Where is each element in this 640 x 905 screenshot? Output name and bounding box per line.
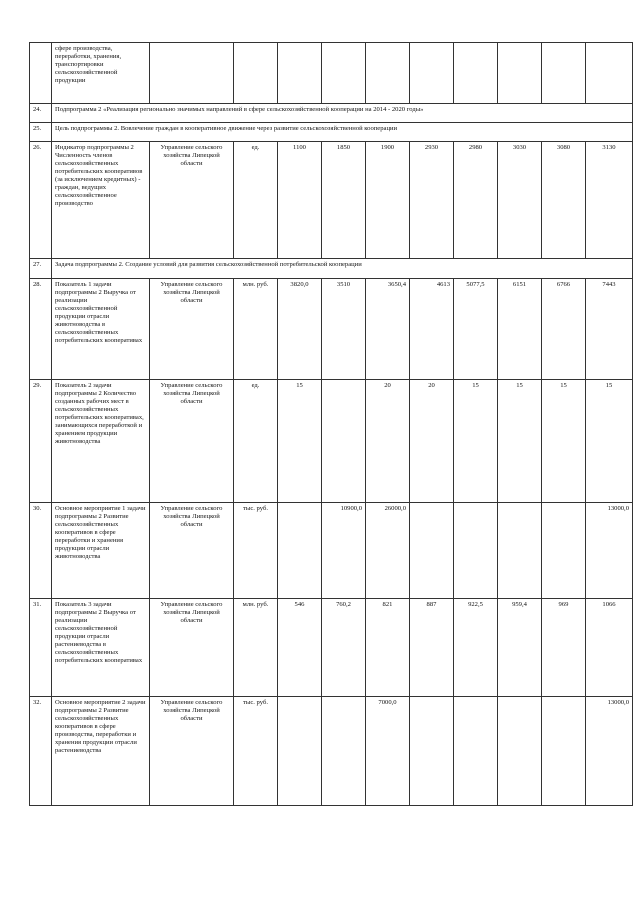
row-value: 26000,0 <box>366 503 410 599</box>
row-name: Показатель 1 задачи подпрограммы 2 Выручка от реализации сельскохозяйственной продукции отрасли животноводства в сельскохозяйственных потребительских кооперативах <box>52 279 150 380</box>
row-value <box>410 503 454 599</box>
row-value <box>498 697 542 806</box>
row-value <box>322 697 366 806</box>
row-value: 5077,5 <box>454 279 498 380</box>
row-value: 15 <box>542 380 586 503</box>
row-value <box>542 503 586 599</box>
subprogram-goal: Цель подпрограммы 2. Вовлечение граждан в кооперативное движение через развитие сельскохозяйственной кооперации <box>52 123 633 142</box>
row-org: Управление сельского хозяйства Липецкой области <box>150 279 234 380</box>
row-value: 887 <box>410 599 454 697</box>
row-value: 7443 <box>586 279 633 380</box>
row-value: 15 <box>278 380 322 503</box>
row-value <box>454 697 498 806</box>
row-name: Основное мероприятие 2 задачи подпрограммы 2 Развитие сельскохозяйственных кооперативов в сфере производства, переработки и хранения продукции отрасли растениеводства <box>52 697 150 806</box>
table-row <box>30 503 633 599</box>
row-org <box>150 43 234 104</box>
row-value <box>278 697 322 806</box>
row-number: 29. <box>30 380 52 503</box>
table-row <box>30 279 633 380</box>
row-value <box>498 503 542 599</box>
row-org: Управление сельского хозяйства Липецкой области <box>150 599 234 697</box>
row-value: 20 <box>410 380 454 503</box>
row-name: Основное мероприятие 1 задачи подпрограммы 2 Развитие сельскохозяйственных кооперативов в сфере переработки и хранения продукции отрасли животноводства <box>52 503 150 599</box>
row-value <box>410 697 454 806</box>
row-value: 15 <box>454 380 498 503</box>
row-number: 32. <box>30 697 52 806</box>
row-number: 24. <box>30 104 52 123</box>
row-number <box>30 43 52 104</box>
table-row <box>30 380 633 503</box>
row-org: Управление сельского хозяйства Липецкой области <box>150 697 234 806</box>
row-value <box>278 503 322 599</box>
table-row-section <box>30 104 633 123</box>
row-value: 1900 <box>366 142 410 259</box>
table-row <box>30 142 633 259</box>
row-name: сфере производства, переработки, хранения, транспортировки сельскохозяйственной продукции <box>52 43 150 104</box>
row-unit: тыс. руб. <box>234 503 278 599</box>
row-name: Показатель 2 задачи подпрограммы 2 Количество созданных рабочих мест в сельскохозяйственных потребительских кооперативах, занимающихся переработкой и хранением продукции животноводства <box>52 380 150 503</box>
row-value: 1100 <box>278 142 322 259</box>
table-row <box>30 43 633 104</box>
row-unit: ед. <box>234 142 278 259</box>
row-value: 3130 <box>586 142 633 259</box>
row-value: 546 <box>278 599 322 697</box>
row-value: 959,4 <box>498 599 542 697</box>
row-value: 3510 <box>322 279 366 380</box>
row-value: 4613 <box>410 279 454 380</box>
indicators-table <box>29 42 633 806</box>
subprogram-title: Подпрограмма 2 «Реализация регионально значимых направлений в сфере сельскохозяйственной кооперации на 2014 - 2020 годы» <box>52 104 633 123</box>
row-value: 969 <box>542 599 586 697</box>
row-value: 821 <box>366 599 410 697</box>
row-number: 30. <box>30 503 52 599</box>
row-value: 2930 <box>410 142 454 259</box>
row-value: 3030 <box>498 142 542 259</box>
row-value: 20 <box>366 380 410 503</box>
row-value: 7000,0 <box>366 697 410 806</box>
row-org: Управление сельского хозяйства Липецкой области <box>150 380 234 503</box>
table-row <box>30 599 633 697</box>
row-value: 922,5 <box>454 599 498 697</box>
row-value: 6151 <box>498 279 542 380</box>
row-value <box>454 503 498 599</box>
row-unit: млн. руб. <box>234 279 278 380</box>
row-name: Показатель 3 задачи подпрограммы 2 Выручка от реализации сельскохозяйственной продукции отрасли растениеводства в сельскохозяйственных потребительских кооперативах <box>52 599 150 697</box>
row-org: Управление сельского хозяйства Липецкой области <box>150 142 234 259</box>
row-number: 27. <box>30 259 52 279</box>
row-value: 3080 <box>542 142 586 259</box>
row-value: 1850 <box>322 142 366 259</box>
row-value: 10900,0 <box>322 503 366 599</box>
row-unit: млн. руб. <box>234 599 278 697</box>
row-number: 26. <box>30 142 52 259</box>
row-value: 15 <box>498 380 542 503</box>
row-value: 13000,0 <box>586 697 633 806</box>
row-number: 31. <box>30 599 52 697</box>
row-value <box>322 380 366 503</box>
row-value: 3820,0 <box>278 279 322 380</box>
row-value <box>542 697 586 806</box>
row-value: 760,2 <box>322 599 366 697</box>
row-value: 15 <box>586 380 633 503</box>
row-org: Управление сельского хозяйства Липецкой области <box>150 503 234 599</box>
row-value: 6766 <box>542 279 586 380</box>
row-unit: тыс. руб. <box>234 697 278 806</box>
row-number: 25. <box>30 123 52 142</box>
row-unit: ед. <box>234 380 278 503</box>
table-row-section <box>30 259 633 279</box>
row-value: 13000,0 <box>586 503 633 599</box>
row-name: Индикатор подпрограммы 2 Численность членов сельскохозяйственных потребительских кооперативов (за исключением кредитных) - граждан, ведущих сельскохозяйственное производство <box>52 142 150 259</box>
subprogram-task: Задача подпрограммы 2. Создание условий для развития сельскохозяйственной потребительской кооперации <box>52 259 633 279</box>
row-number: 28. <box>30 279 52 380</box>
table-row <box>30 697 633 806</box>
row-value: 1066 <box>586 599 633 697</box>
row-value: 3650,4 <box>366 279 410 380</box>
row-value: 2980 <box>454 142 498 259</box>
table-row-section <box>30 123 633 142</box>
row-unit <box>234 43 278 104</box>
